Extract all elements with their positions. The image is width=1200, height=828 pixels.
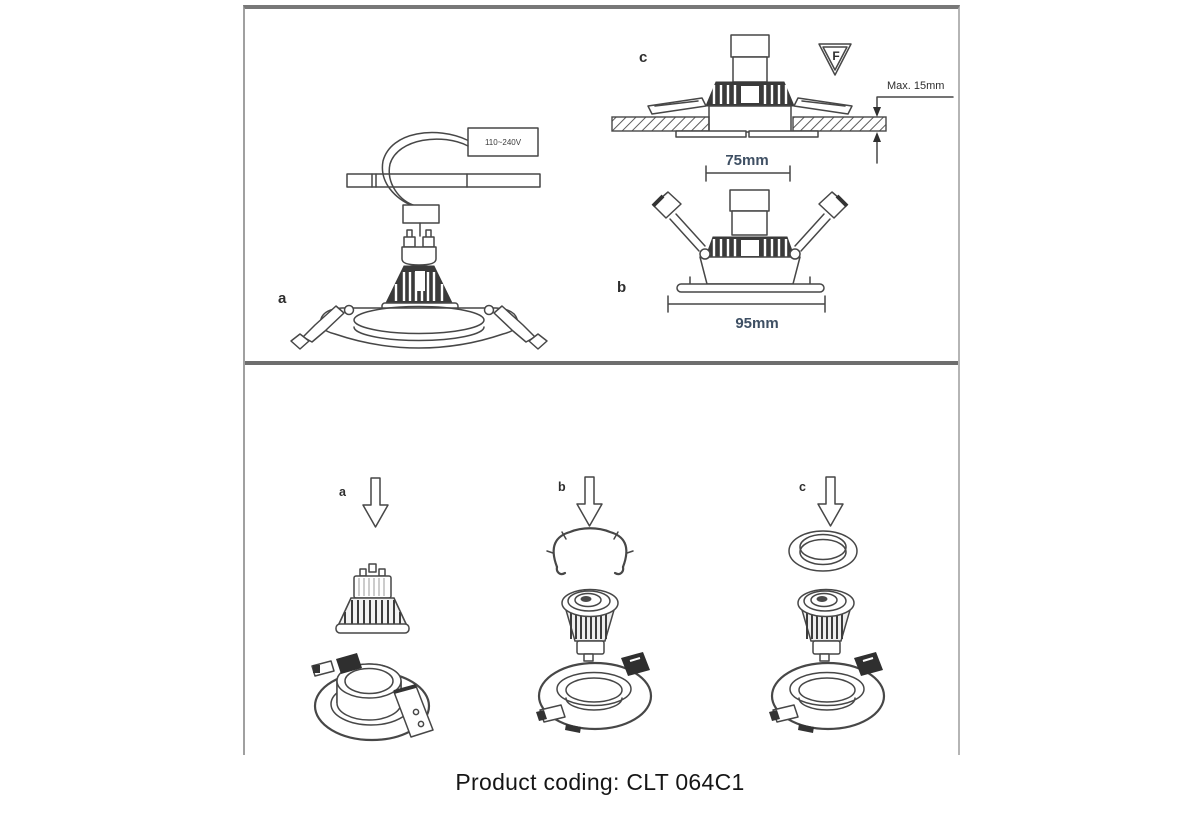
lamp-heatsink [386, 266, 452, 303]
overall-dimension-label: 95mm [735, 315, 779, 332]
step-c-label: c [799, 480, 806, 494]
socket-lower [732, 211, 767, 235]
mounting-ring [769, 652, 884, 733]
spring-retainer-clip [547, 528, 633, 574]
down-arrow-icon [577, 477, 602, 526]
pivot-left [700, 249, 710, 259]
retention-clip-right [794, 98, 852, 114]
trim-flange-right [749, 131, 818, 137]
diagram-c-installed [612, 35, 953, 181]
step-a-label: a [339, 485, 346, 499]
driver-voltage-label: 110~240V [484, 138, 522, 147]
mounting-ring [536, 652, 651, 733]
ceiling-section-right [793, 117, 886, 131]
assembly-step-a [312, 478, 433, 740]
ceiling-section-left [612, 117, 709, 131]
retention-clip-left [648, 98, 706, 114]
diagram-a-label: a [278, 290, 287, 307]
product-coding-caption: Product coding: CLT 064C1 [455, 769, 745, 795]
trim-ring-edge [677, 284, 824, 292]
side-tab [312, 661, 334, 676]
spring-clip-left [653, 192, 705, 251]
lamp-heatsink [705, 237, 795, 259]
spring-clip-right [795, 192, 847, 251]
gu10-bulb-angled [562, 590, 618, 662]
down-arrow-icon [363, 478, 388, 527]
fixture-body [700, 257, 800, 284]
pivot-right [790, 249, 800, 259]
f-mark-letter: F [832, 49, 840, 63]
diagram-b-label: b [617, 279, 627, 296]
trim-ring [321, 306, 518, 349]
gu10-bulb-side [336, 564, 409, 633]
f-mark-triangle-icon [819, 44, 851, 75]
gu10-socket [402, 230, 436, 265]
cutout-dimension [706, 152, 790, 181]
socket-lower [733, 57, 767, 82]
mounting-ring [312, 653, 433, 740]
down-arrow-icon [818, 477, 843, 526]
assembly-step-b [536, 477, 651, 733]
power-cable [382, 133, 468, 206]
recessed-can [709, 106, 791, 132]
connector-block [403, 205, 439, 223]
cutout-dimension-label: 75mm [725, 152, 769, 169]
diagram-c-label: c [639, 49, 648, 66]
overall-dimension [668, 296, 825, 332]
gu10-bulb-angled [798, 590, 854, 662]
assembly-step-c [769, 477, 884, 733]
max-recess-label: Max. 15mm [887, 80, 945, 92]
step-b-label: b [558, 480, 566, 494]
diagram-a-fixture-with-driver [278, 128, 547, 349]
decorative-trim-ring [789, 531, 857, 571]
trim-flange-left [676, 131, 746, 137]
socket-upper [731, 35, 769, 57]
diagram-b-fixture [617, 190, 847, 332]
lamp-heatsink [706, 82, 794, 106]
socket-upper [730, 190, 769, 211]
